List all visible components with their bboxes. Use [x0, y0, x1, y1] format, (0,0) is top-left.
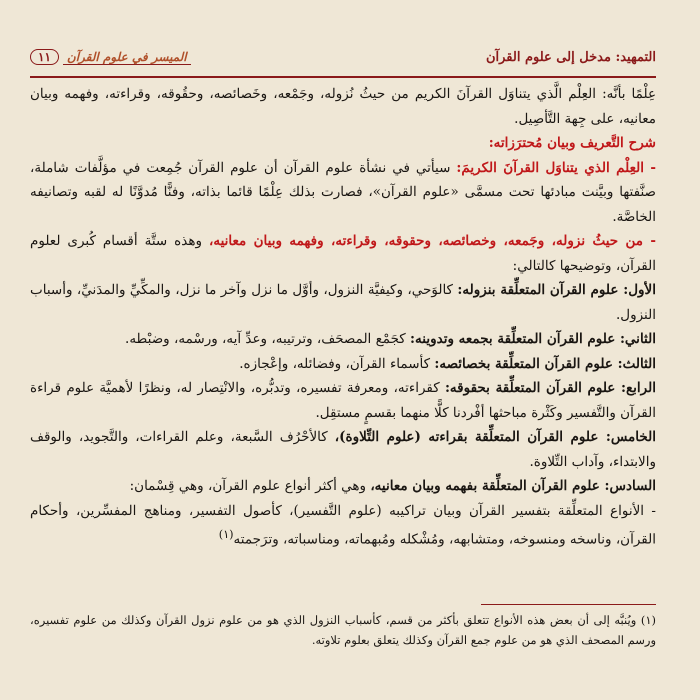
item-6 — [30, 474, 656, 499]
chapter-title: التمهيد: مدخل إلى علوم القرآن — [485, 49, 656, 65]
paragraph-2-lead: - من حيثُ نزوله، وجَمعه، وخصائصه، وحقوقه، وقراءته، وفهمه وبيان معانيه، — [208, 233, 657, 249]
item-4 — [30, 376, 656, 425]
item-4-text: كقراءته، ومعرفة تفسيره، وتدبُّره، والانْتِصار له، ونظرًا لأهميَّة علوم قراءة القرآن والتَّفسير وكَثْرة مباحثها أفْردنا كلًّا منهما بقسمٍ مستقِل. — [30, 380, 656, 421]
item-2-lead: الثاني: علوم القرآن المتعلِّقة بجمعه وتدوينه: — [410, 331, 656, 347]
paragraph-1-text: سيأتي في نشأة علوم القرآن أن علوم القرآن جُمِعت في مؤلَّفات شاملة، صنَّفتها وبيَّنت مبادئها تحت مسمَّى «علوم القرآن»، فصارت بذلك عِلْمًا قائما بذاته، وفنًّا مُدوَّنًا له لقبه وتصانيفه الخاصَّة. — [30, 159, 656, 225]
sub-item-1 — [30, 499, 656, 553]
page-number: ١١ — [30, 49, 59, 65]
main-text — [30, 82, 656, 552]
item-2 — [30, 327, 656, 352]
book-title: الميسر في علوم القرآن — [63, 50, 191, 65]
item-1-text: كالوَحي، وكيفيَّة النزول، وأوَّل ما نزل وآخر ما نزل، والمكِّيِّ والمدَنيِّ، وأسباب النزول. — [30, 282, 656, 323]
footnote-text: (١) ويُنبَّه إلى أن بعض هذه الأنواع تتعلق بأكثر من قسم، كأسباب النزول الذي هو من علوم نزول القرآن وكذلك من علوم تفسيره، ورسم المصحف الذي هو من علوم جمع القرآن وكذلك يتعلق بعلوم تلاوته. — [30, 613, 656, 647]
explain-heading-text: شرح التَّعريف وبيان مُحترَزاته: — [488, 135, 656, 151]
item-2-text: كجَمْع المصحَف، وترتيبه، وعدِّ آيه، ورسْمه، وضبْطه. — [125, 331, 406, 347]
page-header — [30, 40, 656, 74]
footnote-marker[interactable]: (١) — [218, 528, 234, 541]
item-5-text: كالأحْرُف السَّبعة، وعلم القراءات، والتَّجويد، والوقف والابتداء، وآداب التِّلاوة. — [30, 429, 656, 470]
item-1-lead: الأول: علوم القرآن المتعلِّقة بنزوله: — [457, 282, 656, 298]
item-3-lead: الثالث: علوم القرآن المتعلِّقة بخصائصه: — [434, 355, 656, 372]
definition-text: عِلْمًا بأنَّه: العِلْم الَّذي يتناوَل القرآنَ الكريم من حيثُ نُزوله، وجَمْعه، وخَصائصه، وحقُوقه، وقراءته، وفهمه وبيان معانيه، على جِهة التَّأصِيل. — [30, 86, 656, 127]
paragraph-2-text: وهذه ستَّة أقسام كُبرى لعلوم القرآن، وتوضيحها كالتالي: — [30, 233, 656, 274]
item-3-text: كأسماء القرآن، وفضائله، وإعْجازه. — [239, 355, 431, 372]
header-ornament — [30, 49, 191, 65]
item-6-text: وهي أكثر أنواع علوم القرآن، وهي قِسْمان: — [129, 478, 367, 494]
header-divider — [30, 76, 656, 78]
item-5-lead: الخامس: علوم القرآن المتعلِّقة بقراءته (علوم التِّلاوة)، — [334, 429, 656, 445]
paragraph-1-lead: - العِلْم الذي يتناوَل القرآنَ الكريمَ: — [456, 159, 656, 176]
item-3 — [30, 352, 656, 377]
explain-heading — [30, 131, 656, 156]
footnote — [30, 610, 656, 650]
item-1 — [30, 278, 656, 327]
definition-paragraph — [30, 82, 656, 131]
item-5 — [30, 425, 656, 474]
footnote-divider — [481, 604, 656, 605]
sub-item-1-text: - الأنواع المتعلِّقة بتفسير القرآن وبيان تراكيبه (علوم التَّفسير)، كأصول التفسير، ومناهج المفسِّرين، وأحكام القرآن، وناسخه ومنسوخه، ومتشابهه، ومُشْكله ومُبهماته، ومناسباته، وترَجمته — [30, 502, 656, 548]
item-6-lead: السادس: علوم القرآن المتعلِّقة بفهمه وبيان معانيه، — [370, 478, 656, 494]
item-4-lead: الرابع: علوم القرآن المتعلِّقة بحقوقه: — [444, 380, 656, 396]
paragraph-1 — [30, 156, 656, 230]
paragraph-2 — [30, 229, 656, 278]
